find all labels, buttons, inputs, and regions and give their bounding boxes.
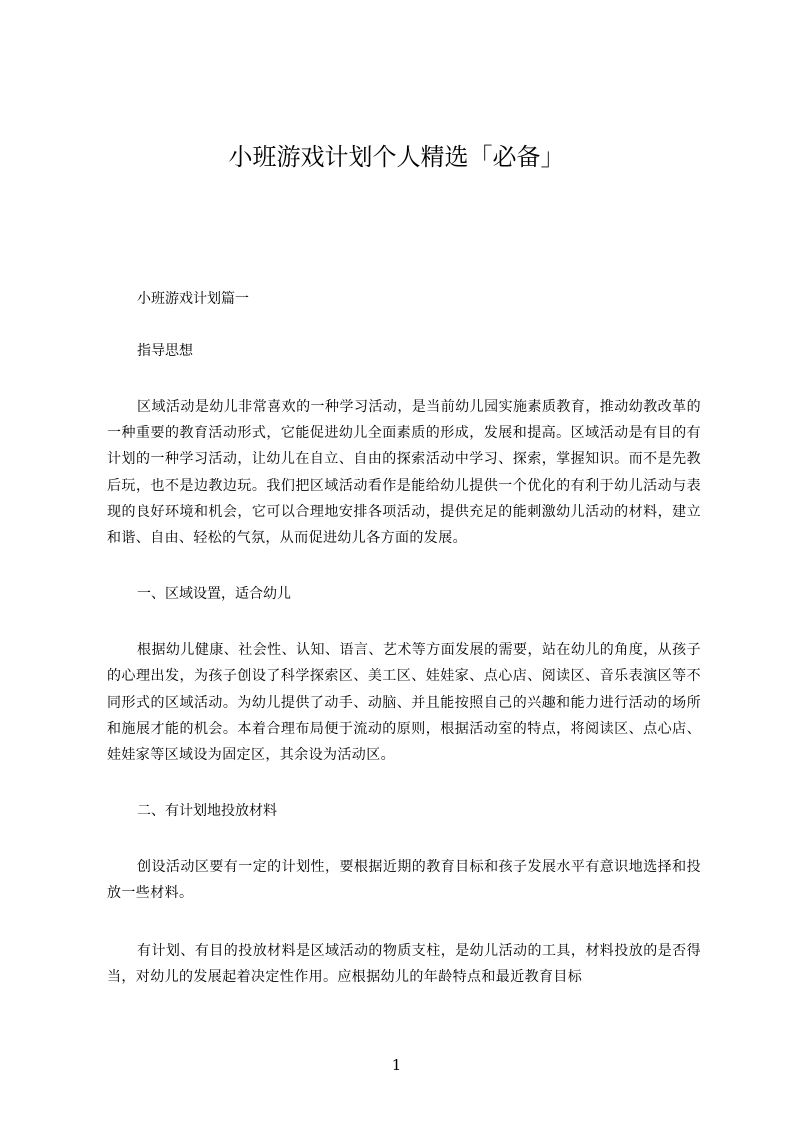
paragraph-3: 有计划、有目的投放材料是区域活动的物质支柱，是幼儿活动的工具，材料投放的是否得当，对幼儿的发展起着决定性作用。应根据幼儿的年龄特点和最近教育目标	[107, 942, 701, 985]
part-title: 小班游戏计划篇一	[137, 291, 249, 307]
document-body	[107, 287, 701, 990]
section-heading-guiding: 指导思想	[137, 343, 193, 359]
paragraph-2: 创设活动区要有一定的计划性，要根据近期的教育目标和孩子发展水平有意识地选择和投放一些材料。	[107, 859, 701, 902]
paragraph-1: 根据幼儿健康、社会性、认知、语言、艺术等方面发展的需要，站在幼儿的角度，从孩子的心理出发，为孩子创设了科学探索区、美工区、娃娃家、点心店、阅读区、音乐表演区等不同形式的区域活动。为幼儿提供了动手、动脑、并且能按照自己的兴趣和能力进行活动的场所和施展才能的机会。本着合理布局便于流动的原则，根据活动室的特点，将阅读区、点心店、娃娃家等区域设为固定区，其余设为活动区。	[107, 642, 701, 764]
section-heading-2: 二、有计划地投放材料	[137, 803, 277, 820]
document-title: 小班游戏计划个人精选「必备」	[228, 143, 565, 171]
paragraph-guiding: 区域活动是幼儿非常喜欢的一种学习活动，是当前幼儿园实施素质教育，推动幼教改革的一种重要的教育活动形式，它能促进幼儿全面素质的形成，发展和提高。区域活动是有目的有计划的一种学习活动，让幼儿在自立、自由的探索活动中学习、探索，掌握知识。而不是先教后玩，也不是边教边玩。我们把区域活动看作是能给幼儿提供一个优化的有利于幼儿活动与表现的良好环境和机会，它可以合理地安排各项活动，提供充足的能刺激幼儿活动的材料，建立和谐、自由、轻松的气氛，从而促进幼儿各方面的发展。	[107, 399, 701, 547]
page-number: 1	[391, 1056, 402, 1074]
section-heading-1: 一、区域设置，适合幼儿	[137, 586, 291, 603]
